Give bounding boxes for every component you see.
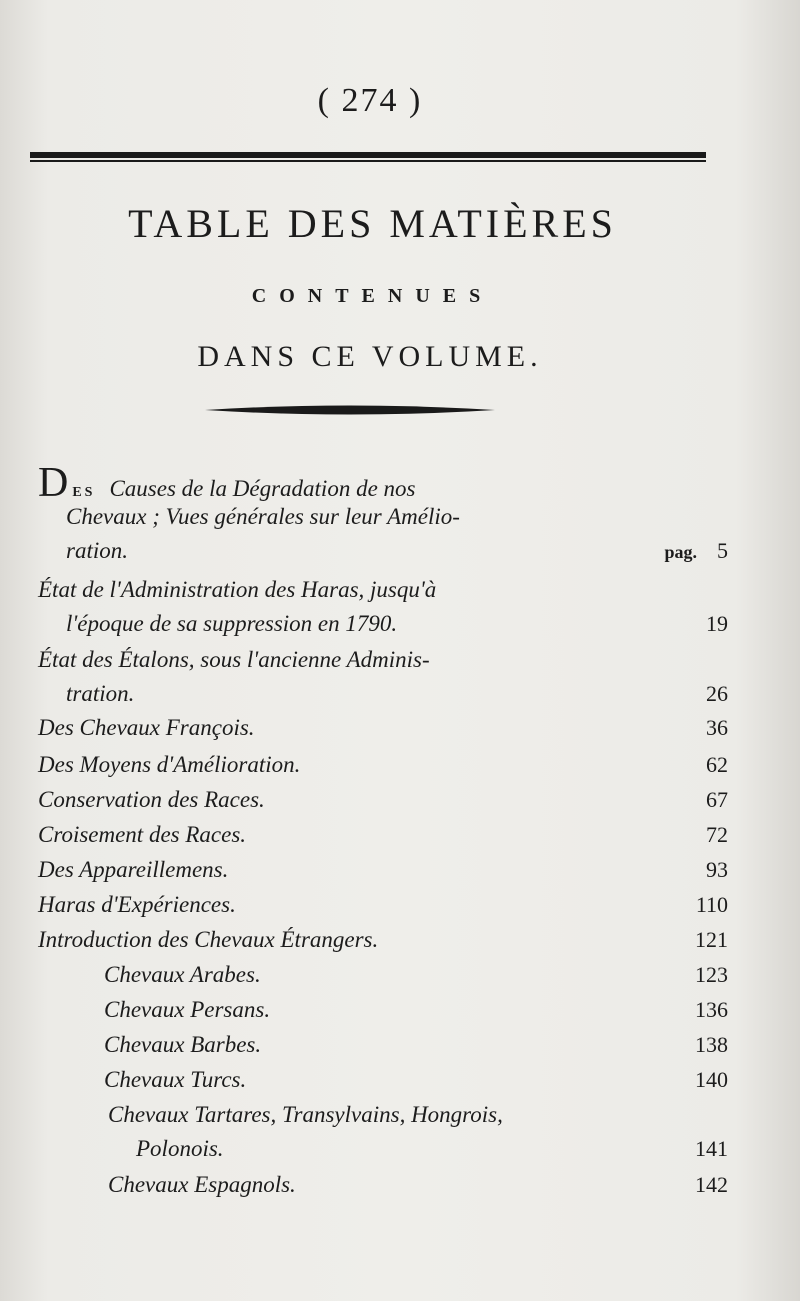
toc-page-number: 136 — [695, 997, 728, 1022]
toc-page-number: 67 — [706, 787, 728, 812]
toc-page-number: 141 — [695, 1136, 728, 1161]
subtitle-volume: DANS CE VOLUME. — [197, 340, 543, 373]
page-number: ( 274 ) — [317, 82, 423, 119]
header-rule — [30, 152, 706, 162]
toc-entry-first-line1 — [38, 462, 415, 504]
toc-page-number: 36 — [706, 715, 728, 740]
toc-page-number: 62 — [706, 752, 728, 777]
toc-entry-line: Des Chevaux François. — [38, 715, 255, 740]
toc-entry-line: État des Étalons, sous l'ancienne Adminis- — [38, 647, 430, 672]
toc-entry-line: Chevaux Tartares, Transylvains, Hongrois, — [108, 1102, 503, 1127]
pag-label: pag. — [664, 542, 697, 562]
dropcap-letter: D — [38, 460, 69, 506]
toc-entry-first-line2: Chevaux ; Vues générales sur leur Amélio- — [66, 504, 460, 529]
toc-entry-line: Chevaux Persans. — [104, 997, 271, 1022]
toc-page-number: 110 — [695, 892, 728, 917]
toc-page-number: 93 — [706, 857, 728, 882]
toc-entry-line: Chevaux Arabes. — [104, 962, 261, 987]
toc-entry-line: État de l'Administration des Haras, jusqu'à — [38, 577, 437, 602]
subtitle-contenues: CONTENUES — [251, 285, 494, 307]
toc-page-number: 26 — [706, 681, 728, 706]
toc-entry-line: Chevaux Turcs. — [104, 1067, 247, 1092]
toc-page-number: 72 — [706, 822, 728, 847]
page-value: 5 — [717, 538, 728, 563]
toc-entry-line: tration. — [66, 681, 135, 706]
toc-entry-first-line3: ration. — [66, 538, 128, 563]
page-title: TABLE DES MATIÈRES — [128, 201, 617, 246]
toc-entry-line: Haras d'Expériences. — [38, 892, 236, 917]
toc-page-number: 138 — [695, 1032, 728, 1057]
toc-entry-line: Croisement des Races. — [38, 822, 247, 847]
toc-page-number: 123 — [695, 962, 728, 987]
toc-page-number — [664, 538, 728, 564]
toc-page-number: 121 — [695, 927, 728, 952]
toc-entry-line: Conservation des Races. — [38, 787, 265, 812]
toc-text: Causes de la Dégradation de nos — [109, 476, 416, 501]
toc-entry-line: Introduction des Chevaux Étrangers. — [38, 927, 379, 952]
toc-page-number: 140 — [695, 1067, 728, 1092]
toc-entry-line: Des Appareillemens. — [38, 857, 229, 882]
toc-entry-line: l'époque de sa suppression en 1790. — [66, 611, 398, 636]
toc-page-number: 19 — [706, 611, 728, 636]
ornament-rule — [205, 403, 495, 417]
toc-entry-line: Polonois. — [136, 1136, 224, 1161]
toc-page-number: 142 — [695, 1172, 728, 1197]
toc-entry-line: Chevaux Barbes. — [104, 1032, 262, 1057]
toc-entry-line: Des Moyens d'Amélioration. — [38, 752, 301, 777]
toc-entry-line: Chevaux Espagnols. — [108, 1172, 296, 1197]
dropcap-suffix: ES — [72, 485, 96, 500]
